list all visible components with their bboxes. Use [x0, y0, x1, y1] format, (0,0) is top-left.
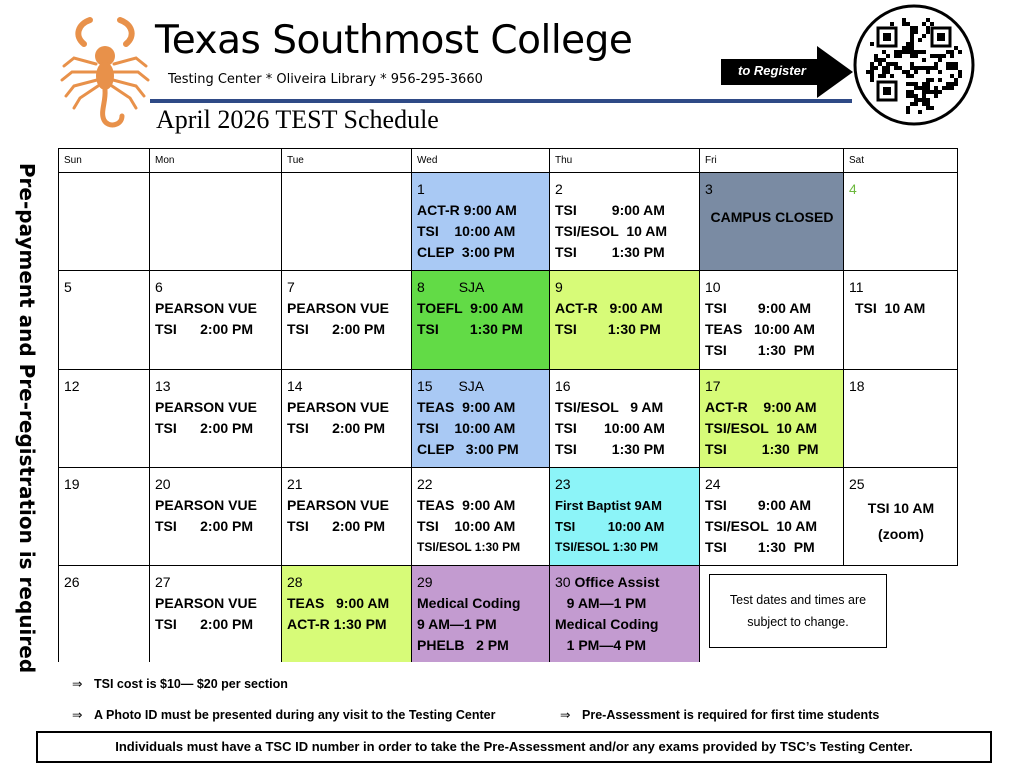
exam-line: CLEP 3:00 PM: [417, 244, 515, 260]
exam-line: TSI 10:00 AM: [417, 517, 516, 534]
weekday-thu: Thu: [550, 149, 700, 173]
note-photo-id: [72, 707, 495, 722]
day-number: 29: [417, 574, 433, 591]
schedule-title: April 2026 TEST Schedule: [156, 105, 439, 134]
exam-line: TSI/ESOL 10 AM: [705, 517, 818, 534]
exam-line: CLEP 3:00 PM: [417, 440, 519, 457]
exam-line: TSI 1:30 PM: [555, 440, 665, 457]
day-number: 21: [287, 475, 303, 492]
exam-line: ACT-R 1:30 PM: [287, 616, 387, 633]
day-cell-18: [844, 369, 958, 467]
day-number: 20: [155, 475, 171, 492]
location-tag: SJA: [458, 377, 485, 394]
location-tag: SJA: [458, 279, 485, 296]
day-cell-empty: [282, 173, 412, 271]
day-cell-21: [282, 467, 412, 565]
arrow-bullet-icon: ⇒: [72, 677, 83, 691]
day-cell-7: [282, 271, 412, 369]
day-number: 14: [287, 377, 303, 394]
scorpion-logo-icon: [60, 14, 150, 132]
college-name: Texas Southmost College: [155, 18, 633, 63]
contact-subline: Testing Center * Oliveira Library * 956-295-3660: [168, 72, 483, 87]
day-number: 24: [705, 475, 721, 492]
exam-line: TSI 1:30 PM: [417, 321, 523, 338]
weekday-wed: Wed: [412, 149, 550, 173]
exam-line: TSI 2:00 PM: [155, 517, 254, 534]
exam-line: PHELB 2 PM: [417, 637, 509, 654]
day-number: 3: [705, 181, 713, 197]
campus-closed-label: CAMPUS CLOSED: [710, 209, 834, 225]
exam-line: TEAS 9:00 AM: [417, 398, 516, 415]
side-requirement-text: Pre-payment and Pre-registration is required: [15, 162, 39, 674]
day-cell-8: [412, 271, 550, 369]
day-number: 10: [705, 279, 721, 296]
exam-line: TSI/ESOL 1:30 PM: [417, 539, 521, 554]
weekday-mon: Mon: [150, 149, 282, 173]
exam-line: TSI 2:00 PM: [287, 517, 386, 534]
note-text: A Photo ID must be presented during any visit to the Testing Center: [94, 708, 496, 722]
day-cell-24: [700, 467, 844, 565]
day-cell-empty: [59, 173, 150, 271]
day-cell-5: [59, 271, 150, 369]
day-cell-14: [282, 369, 412, 467]
exam-line: TEAS 10:00 AM: [705, 321, 815, 338]
day-cell-6: [150, 271, 282, 369]
day-number: 22: [417, 475, 433, 492]
footer-requirement: Individuals must have a TSC ID number in order to take the Pre-Assessment and/or any exams provided by TSC’s Testing Center.: [36, 731, 992, 763]
exam-line: TOEFL 9:00 AM: [417, 300, 524, 317]
exam-line: 9 AM—1 PM: [417, 616, 497, 633]
exam-line: PEARSON VUE: [155, 595, 257, 612]
exam-line: TSI 1:30 PM: [555, 244, 665, 260]
exam-line: TSI 10 AM: [867, 499, 935, 516]
day-cell-17: [700, 369, 844, 467]
exam-line: TEAS 9:00 AM: [287, 595, 390, 612]
weekday-tue: Tue: [282, 149, 412, 173]
exam-line: TSI 2:00 PM: [155, 616, 254, 633]
register-label[interactable]: to Register: [738, 63, 806, 78]
day-cell-9: [550, 271, 700, 369]
exam-line: TSI 9:00 AM: [705, 300, 812, 317]
exam-line: PEARSON VUE: [155, 496, 257, 513]
day-number: 11: [849, 279, 864, 296]
exam-line: TSI/ESOL 10 AM: [705, 419, 818, 436]
header-rule: [150, 99, 852, 103]
exam-line: TSI 10:00 AM: [417, 419, 516, 436]
day-number: 30: [555, 574, 571, 591]
exam-line: TSI 1:30 PM: [705, 342, 815, 359]
exam-line: PEARSON VUE: [287, 398, 389, 415]
exam-line: TSI 2:00 PM: [155, 419, 254, 436]
day-number: 28: [287, 574, 303, 591]
day-number: 23: [555, 475, 571, 492]
day-cell-15: [412, 369, 550, 467]
day-cell-10: [700, 271, 844, 369]
exam-line: PEARSON VUE: [155, 398, 257, 415]
day-number: 7: [287, 279, 295, 296]
exam-line: PEARSON VUE: [287, 300, 389, 317]
change-notice: Test dates and times are subject to change.: [709, 574, 887, 648]
exam-line: 9 AM—1 PM: [555, 595, 647, 612]
day-number: 4: [849, 181, 857, 197]
day-cell-27: [150, 566, 282, 662]
weekday-fri: Fri: [700, 149, 844, 173]
day-number: 27: [155, 574, 171, 591]
day-cell-4: [844, 173, 958, 271]
day-cell-16: [550, 369, 700, 467]
exam-line: PEARSON VUE: [287, 496, 389, 513]
exam-line: TSI 10:00 AM: [417, 223, 516, 239]
day-cell-1: [412, 173, 550, 271]
day-number: 9: [555, 279, 563, 296]
day-cell-13: [150, 369, 282, 467]
exam-line: Medical Coding: [555, 616, 659, 633]
day-number: 18: [849, 377, 865, 394]
day-number: 1: [417, 181, 425, 197]
day-number: 17: [705, 377, 721, 394]
exam-line: TSI 9:00 AM: [555, 202, 665, 218]
day-number: 16: [555, 377, 571, 394]
day-cell-25: [844, 467, 958, 565]
day-cell-26: [59, 566, 150, 662]
exam-line: TSI 1:30 PM: [705, 538, 815, 555]
weekday-sun: Sun: [59, 149, 150, 173]
day-cell-28: [282, 566, 412, 662]
exam-line: ACT-R 9:00 AM: [705, 398, 817, 415]
exam-line: TSI 2:00 PM: [155, 321, 254, 338]
day-cell-11: [844, 271, 958, 369]
day-cell-3: [700, 173, 844, 271]
location-tag: Office Assist: [574, 574, 660, 591]
day-number: 12: [64, 377, 80, 394]
day-number: 25: [849, 475, 865, 492]
exam-line: TSI 1:30 PM: [705, 440, 819, 457]
day-cell-29: [412, 566, 550, 662]
day-cell-30: [550, 566, 700, 662]
day-number: 2: [555, 181, 563, 197]
exam-line: ACT-R 9:00 AM: [417, 202, 517, 218]
arrow-bullet-icon: ⇒: [560, 708, 571, 722]
day-number: 13: [155, 377, 171, 394]
exam-line: Medical Coding: [417, 595, 521, 612]
exam-line: TSI 2:00 PM: [287, 419, 386, 436]
day-cell-2: [550, 173, 700, 271]
exam-line: TSI 10:00 AM: [555, 518, 665, 534]
exam-line: TSI 10 AM: [855, 300, 926, 317]
day-number: 15: [417, 377, 433, 394]
arrow-bullet-icon: ⇒: [72, 708, 83, 722]
exam-line: TSI/ESOL 10 AM: [555, 223, 668, 239]
day-number: 5: [64, 279, 72, 296]
day-number: 8: [417, 279, 425, 296]
exam-line: First Baptist 9AM: [555, 497, 662, 513]
day-cell-23: [550, 467, 700, 565]
exam-line: TSI 2:00 PM: [287, 321, 386, 338]
day-cell-22: [412, 467, 550, 565]
exam-line: (zoom): [878, 525, 924, 542]
exam-line: TSI 1:30 PM: [555, 321, 661, 338]
day-cell-20: [150, 467, 282, 565]
exam-line: ACT-R 9:00 AM: [555, 300, 663, 317]
day-number: 19: [64, 475, 80, 492]
qr-code-icon[interactable]: [852, 4, 976, 126]
note-tsi-cost: [72, 676, 288, 691]
day-cell-empty: [150, 173, 282, 271]
day-cell-12: [59, 369, 150, 467]
day-cell-19: [59, 467, 150, 565]
exam-line: 1 PM—4 PM: [555, 637, 647, 654]
exam-line: TSI 10:00 AM: [555, 419, 665, 436]
exam-line: TSI 9:00 AM: [705, 496, 812, 513]
weekday-sat: Sat: [844, 149, 958, 173]
note-text: Pre-Assessment is required for first time students: [582, 708, 880, 722]
exam-line: PEARSON VUE: [155, 300, 257, 317]
note-text: TSI cost is $10— $20 per section: [94, 677, 288, 691]
exam-line: TSI/ESOL 1:30 PM: [555, 539, 659, 554]
note-pre-assessment: [560, 707, 879, 722]
exam-line: TSI/ESOL 9 AM: [555, 398, 664, 415]
exam-line: TEAS 9:00 AM: [417, 496, 516, 513]
day-number: 26: [64, 574, 80, 591]
day-number: 6: [155, 279, 163, 296]
